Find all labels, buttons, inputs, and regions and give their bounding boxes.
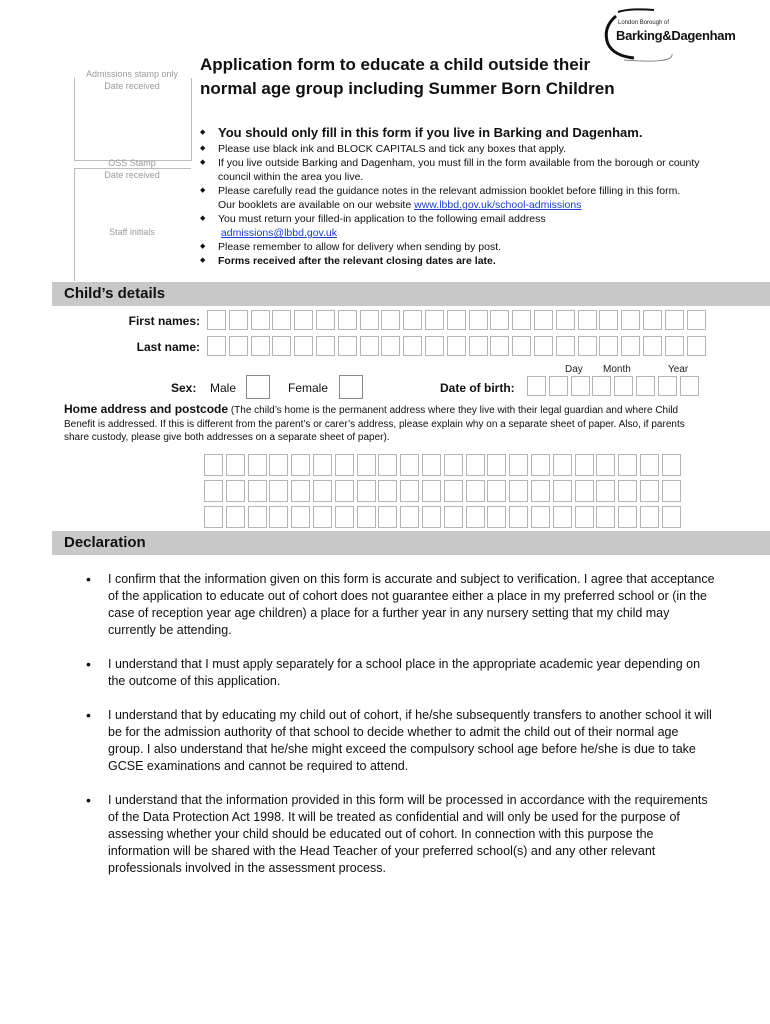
instruction-lead: ◆ You should only fill in this form if you live in Barking and Dagenham. [200, 124, 700, 141]
letter-box[interactable] [360, 336, 379, 356]
address-box[interactable] [400, 480, 419, 502]
address-box[interactable] [400, 454, 419, 476]
address-box[interactable] [509, 480, 528, 502]
last-name-input[interactable] [207, 336, 708, 356]
address-box[interactable] [422, 480, 441, 502]
letter-box[interactable] [229, 336, 248, 356]
declaration-item: • I understand that by educating my child out of cohort, if he/she subsequently transfers to another school it will be for the admission authority of that school to decide whether to admit the child out of their normal age group. I also understand that he/she might exceed the compulsory school age before he/she is due to take GCSE examinations and cannot be required to attend. [86, 707, 716, 775]
address-box[interactable] [226, 480, 245, 502]
address-box[interactable] [269, 506, 288, 528]
instruction-item: ◆ If you live outside Barking and Dagenham, you must fill in the form available from the borough or county council within the area you live. [200, 156, 700, 184]
letter-box[interactable] [425, 310, 444, 330]
address-box[interactable] [444, 454, 463, 476]
male-label: Male [210, 381, 237, 395]
letter-box[interactable] [447, 310, 466, 330]
instruction-item [200, 212, 700, 240]
letter-box[interactable] [338, 310, 357, 330]
address-box[interactable] [248, 454, 267, 476]
letter-box[interactable] [272, 310, 291, 330]
address-box[interactable] [269, 480, 288, 502]
address-box[interactable] [618, 454, 637, 476]
female-checkbox[interactable] [339, 375, 363, 399]
letter-box[interactable] [578, 336, 597, 356]
letter-box[interactable] [490, 310, 509, 330]
letter-box[interactable] [251, 310, 270, 330]
letter-box[interactable] [556, 336, 575, 356]
declaration-heading: Declaration [52, 531, 770, 555]
admissions-stamp-label: Admissions stamp only [85, 69, 179, 79]
digit-box[interactable] [614, 376, 633, 396]
letter-box[interactable] [665, 310, 684, 330]
letter-box[interactable] [512, 336, 531, 356]
letter-box[interactable] [381, 336, 400, 356]
address-box[interactable] [531, 506, 550, 528]
address-box[interactable] [378, 480, 397, 502]
address-box[interactable] [357, 480, 376, 502]
letter-box[interactable] [687, 336, 706, 356]
oss-stamp-box [74, 168, 191, 281]
letter-box[interactable] [621, 310, 640, 330]
digit-box[interactable] [680, 376, 699, 396]
address-box[interactable] [509, 454, 528, 476]
declaration-item: • I understand that I must apply separately for a school place in the appropriate academic year depending on the outcome of this application. [86, 656, 716, 690]
address-box[interactable] [509, 506, 528, 528]
letter-box[interactable] [490, 336, 509, 356]
home-address-description [64, 403, 704, 445]
letter-box[interactable] [599, 310, 618, 330]
address-line-1[interactable] [204, 454, 684, 476]
declaration-list [86, 571, 716, 894]
staff-initials-label: Staff initials [109, 227, 155, 237]
address-box[interactable] [487, 480, 506, 502]
address-box[interactable] [357, 454, 376, 476]
letter-box[interactable] [381, 310, 400, 330]
first-names-label: First names: [128, 314, 200, 328]
declaration-item: • I understand that the information provided in this form will be processed in accordance with the requirements of the Data Protection Act 1998. It will be treated as confidential and will only be used for the purpose of assessing whether your child should be educated out of cohort. In connection with this purpose the information will be shared with the Head Teacher of your preferred school(s) and any other relevant professionals involved in the assessment process. [86, 792, 716, 877]
address-box[interactable] [618, 480, 637, 502]
address-box[interactable] [553, 454, 572, 476]
address-line-3[interactable] [204, 506, 684, 528]
address-box[interactable] [596, 480, 615, 502]
address-box[interactable] [618, 506, 637, 528]
letter-box[interactable] [294, 336, 313, 356]
address-box[interactable] [313, 480, 332, 502]
digit-box[interactable] [592, 376, 611, 396]
letter-box[interactable] [578, 310, 597, 330]
male-checkbox[interactable] [246, 375, 270, 399]
letter-box[interactable] [534, 336, 553, 356]
address-box[interactable] [487, 506, 506, 528]
instruction-item [200, 184, 700, 212]
address-box[interactable] [335, 506, 354, 528]
address-line-2[interactable] [204, 480, 684, 502]
address-box[interactable] [378, 506, 397, 528]
sex-label: Sex: [171, 381, 197, 395]
first-names-input[interactable] [207, 310, 708, 330]
address-box[interactable] [466, 480, 485, 502]
address-box[interactable] [640, 480, 659, 502]
digit-box[interactable] [658, 376, 677, 396]
dob-label: Date of birth: [440, 381, 515, 395]
address-box[interactable] [662, 506, 681, 528]
address-box[interactable] [335, 480, 354, 502]
address-box[interactable] [466, 454, 485, 476]
address-box[interactable] [291, 454, 310, 476]
address-box[interactable] [269, 454, 288, 476]
letter-box[interactable] [403, 310, 422, 330]
address-box[interactable] [553, 480, 572, 502]
dob-input[interactable] [527, 376, 701, 396]
address-box[interactable] [422, 454, 441, 476]
instruction-item: ◆ Please use black ink and BLOCK CAPITALS and tick any boxes that apply. [200, 142, 700, 156]
letter-box[interactable] [272, 336, 291, 356]
digit-box[interactable] [549, 376, 568, 396]
letter-box[interactable] [316, 336, 335, 356]
website-link[interactable]: www.lbbd.gov.uk/school-admissions [414, 199, 582, 211]
address-box[interactable] [662, 480, 681, 502]
address-box[interactable] [204, 454, 223, 476]
address-box[interactable] [357, 506, 376, 528]
letter-box[interactable] [316, 310, 335, 330]
address-box[interactable] [553, 506, 572, 528]
address-box[interactable] [640, 506, 659, 528]
logo-name: Barking&Dagenham [616, 28, 736, 43]
letter-box[interactable] [556, 310, 575, 330]
address-box[interactable] [662, 454, 681, 476]
address-box[interactable] [226, 454, 245, 476]
letter-box[interactable] [360, 310, 379, 330]
letter-box[interactable] [294, 310, 313, 330]
oss-date-label: Date received [104, 170, 160, 180]
female-label: Female [288, 381, 329, 395]
letter-box[interactable] [469, 336, 488, 356]
instruction-item: ◆ Please remember to allow for delivery when sending by post. [200, 240, 700, 254]
digit-box[interactable] [527, 376, 546, 396]
email-link[interactable]: admissions@lbbd.gov.uk [220, 227, 338, 239]
letter-box[interactable] [665, 336, 684, 356]
address-box[interactable] [575, 454, 594, 476]
letter-box[interactable] [447, 336, 466, 356]
last-name-label: Last name: [136, 340, 200, 354]
dob-year-label: Year [668, 364, 689, 375]
childs-details-heading: Child’s details [52, 282, 770, 306]
address-box[interactable] [466, 506, 485, 528]
letter-box[interactable] [338, 336, 357, 356]
letter-box[interactable] [534, 310, 553, 330]
home-address-note: (The child’s home is the permanent address where they live with their legal guardian and where Child Benefit is addressed. If this is different from the parent’s or carer’s address, please explain why on a separate sheet of paper. Also, if parents share custody, please give both addresses on a separate sheet of paper). [64, 405, 685, 443]
address-box[interactable] [335, 454, 354, 476]
instruction-text: You must return your filled-in application to the following email address [218, 213, 546, 225]
address-box[interactable] [204, 506, 223, 528]
address-box[interactable] [248, 480, 267, 502]
address-box[interactable] [444, 480, 463, 502]
letter-box[interactable] [207, 336, 226, 356]
letter-box[interactable] [643, 310, 662, 330]
address-box[interactable] [444, 506, 463, 528]
digit-box[interactable] [636, 376, 655, 396]
letter-box[interactable] [643, 336, 662, 356]
letter-box[interactable] [687, 310, 706, 330]
dob-day-label: Day [565, 364, 583, 375]
letter-box[interactable] [229, 310, 248, 330]
instruction-text: Please carefully read the guidance notes in the relevant admission booklet before filling in this form. Our booklets are available on our website [218, 185, 681, 211]
address-box[interactable] [400, 506, 419, 528]
letter-box[interactable] [512, 310, 531, 330]
address-box[interactable] [248, 506, 267, 528]
letter-box[interactable] [621, 336, 640, 356]
letter-box[interactable] [599, 336, 618, 356]
address-box[interactable] [596, 506, 615, 528]
address-box[interactable] [531, 480, 550, 502]
address-box[interactable] [575, 480, 594, 502]
address-box[interactable] [422, 506, 441, 528]
address-box[interactable] [204, 480, 223, 502]
address-box[interactable] [291, 480, 310, 502]
letter-box[interactable] [207, 310, 226, 330]
address-box[interactable] [487, 454, 506, 476]
logo-small-text: London Borough of [618, 20, 670, 26]
address-box[interactable] [596, 454, 615, 476]
address-box[interactable] [378, 454, 397, 476]
address-box[interactable] [313, 506, 332, 528]
letter-box[interactable] [469, 310, 488, 330]
page-title: Application form to educate a child outside their normal age group including Summer Born Children [200, 55, 615, 98]
address-box[interactable] [226, 506, 245, 528]
address-box[interactable] [531, 454, 550, 476]
declaration-item: • I confirm that the information given on this form is accurate and subject to verification. I agree that acceptance of the application to educate out of cohort does not guarantee either a place in my preferred school or (in the case of reception year age children) a place for a further year in any nursery setting that my child may currently be attending. [86, 571, 716, 639]
oss-stamp-label: OSS Stamp [108, 158, 156, 168]
instruction-item: ◆ Forms received after the relevant closing dates are late. [200, 254, 700, 268]
address-box[interactable] [291, 506, 310, 528]
home-address-heading: Home address and postcode [64, 402, 229, 416]
admissions-date-label: Date received [104, 81, 160, 91]
address-box[interactable] [313, 454, 332, 476]
instructions-list [200, 124, 700, 268]
letter-box[interactable] [403, 336, 422, 356]
digit-box[interactable] [571, 376, 590, 396]
dob-month-label: Month [603, 364, 631, 375]
letter-box[interactable] [251, 336, 270, 356]
address-box[interactable] [575, 506, 594, 528]
address-box[interactable] [640, 454, 659, 476]
letter-box[interactable] [425, 336, 444, 356]
